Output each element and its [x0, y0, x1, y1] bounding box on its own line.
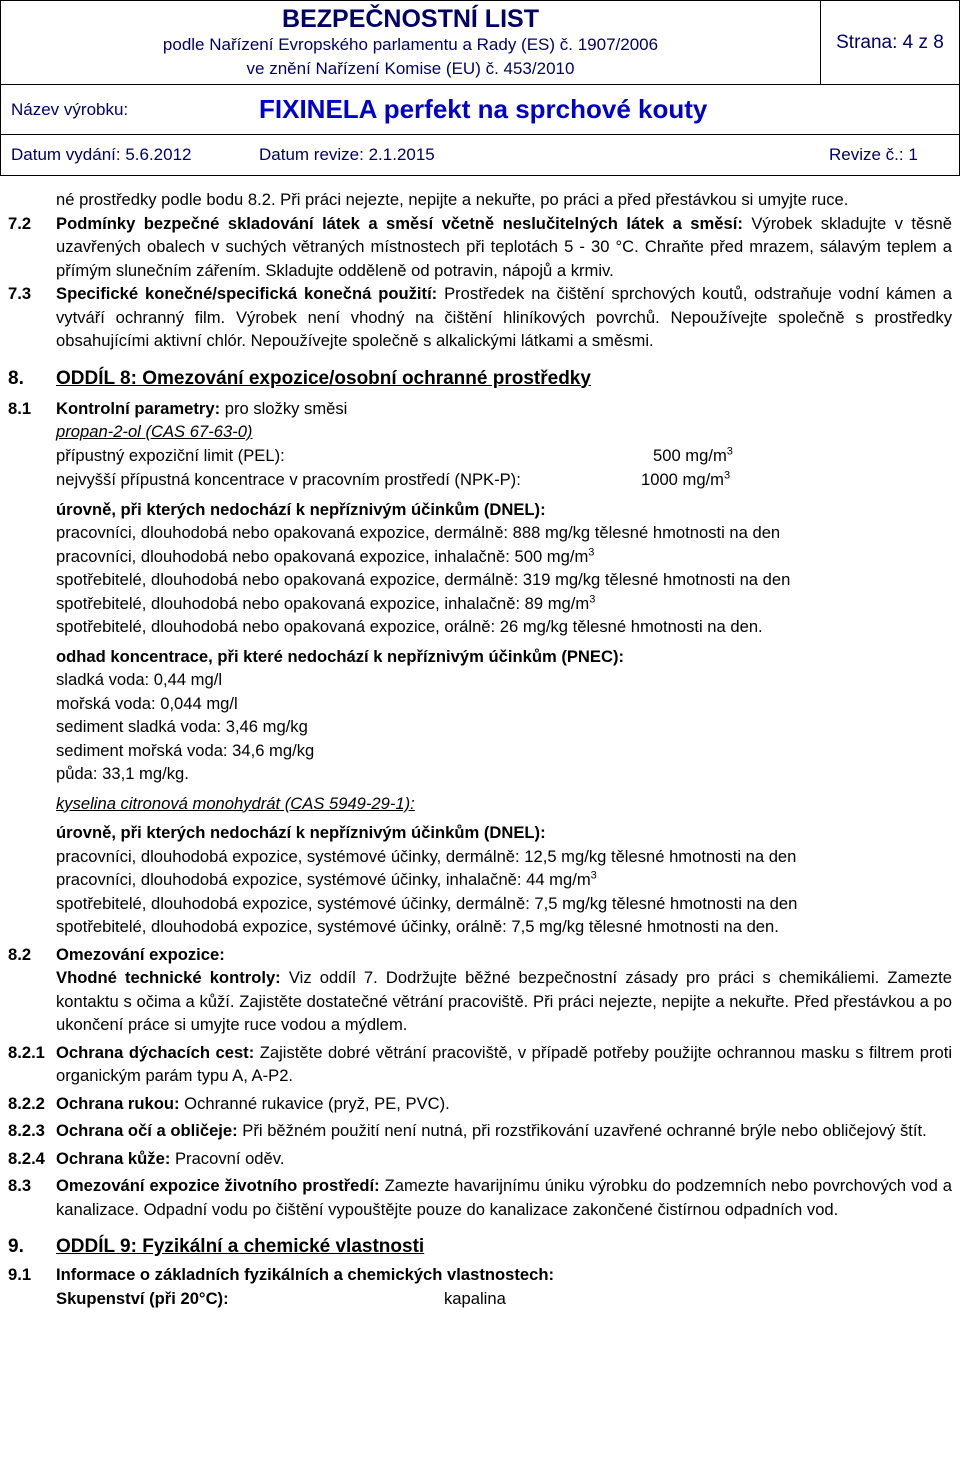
- dnel-line: pracovníci, dlouhodobá nebo opakovaná expozice, inhalačně: 500 $mg/m^3$: [56, 545, 595, 566]
- pel-row: přípustný expoziční limit (PEL): 500 $mg/m^3$: [56, 444, 733, 465]
- pnec-line: sediment mořská voda: 34,6 mg/kg: [56, 740, 315, 760]
- dnel-line: spotřebitelé, dlouhodobá nebo opakovaná expozice, inhalačně: 89 $mg/m^3$: [56, 592, 596, 613]
- document-title: BEZPEČNOSTNÍ LIST: [282, 5, 539, 33]
- dnel-line: spotřebitelé, dlouhodobá expozice, systémové účinky, dermálně: 7,5 mg/kg tělesné hmotnosti na den: [56, 893, 798, 913]
- pnec-line: půda: 33,1 mg/kg.: [56, 764, 189, 783]
- header-title-cell: [1, 1, 821, 84]
- section-heading: Podmínky bezpečné skladování látek a směsí včetně neslučitelných látek a směsí:: [56, 213, 743, 233]
- section-8-3: 8.3 Omezování expozice životního prostředí: Zamezte havarijnímu úniku výrobku do podzemních nebo povrchových vod a kanalizace. Odpadní vodu po čištění vypouštějte pouze do kanalizace zakončené čistírnou odpadních vod.: [8, 1174, 952, 1221]
- section-7-3: [8, 282, 952, 353]
- pnec-line: sladká voda: 0,44 mg/l: [56, 670, 223, 689]
- section-8-1: 8.1 Kontrolní parametry: pro složky směsi: [8, 397, 952, 421]
- dnel-line: spotřebitelé, dlouhodobá nebo opakovaná expozice, orálně: 26 mg/kg tělesné hmotnosti na den.: [56, 617, 763, 636]
- header-table: [0, 0, 960, 176]
- state-label: Skupenství (při 20°C):: [56, 1288, 229, 1308]
- section-8-heading: 8. ODDÍL 8: Omezování expozice/osobní ochranné prostředky: [8, 367, 591, 389]
- section-number: 8.2.2: [8, 1093, 45, 1113]
- section-8-2-3: 8.2.3 Ochrana očí a obličeje: Při běžném použití není nutná, při rozstřikování uzavřené ochranné brýle nebo obličejový štít.: [8, 1119, 952, 1143]
- section-number: 9.1: [8, 1265, 32, 1284]
- document-body: [8, 188, 952, 1310]
- dnel-line: pracovníci, dlouhodobá expozice, systémové účinky, dermálně: 12,5 mg/kg tělesné hmotnosti na den: [56, 846, 797, 866]
- section-number: 8.2.4: [8, 1148, 45, 1168]
- issue-date: Datum vydání: 5.6.2012: [11, 145, 192, 164]
- state-value: kapalina: [444, 1288, 506, 1308]
- substance-name: kyselina citronová monohydrát (CAS 5949-29-1):: [56, 793, 415, 813]
- section-heading: Omezování expozice:: [56, 944, 225, 964]
- pnec-line: sediment sladká voda: 3,46 mg/kg: [56, 717, 308, 736]
- section-text: Prostředek na čištění sprchových koutů, odstraňuje vodní kámen a vytváří ochranný film. Výrobek není vhodný na čištění hliníkových povrchů. Nepoužívejte společně s prostředky obsahujícími aktivní chlór. Nepoužívejte společně s alkalickými látkami a směsmi.: [56, 284, 952, 350]
- revision-number: Revize č.: 1: [829, 145, 918, 164]
- section-number: 7.3: [8, 284, 32, 303]
- section-8-2-2: 8.2.2 Ochrana rukou: Ochranné rukavice (pryž, PE, PVC).: [8, 1092, 952, 1116]
- section-9-1: 9.1 Informace o základních fyzikálních a chemických vlastnostech: Skupenství (při 20°C): kapalina: [8, 1263, 952, 1310]
- section-number: 8.2: [8, 944, 32, 964]
- dnel-line: pracovníci, dlouhodobá nebo opakovaná expozice, dermálně: 888 mg/kg tělesné hmotnosti na den: [56, 523, 781, 542]
- section-number: 7.2: [8, 213, 32, 233]
- section-8-2: 8.2 Omezování expozice: Vhodné technické kontroly: Viz oddíl 7. Dodržujte běžné bezpečnostní zásady pro práci s chemikáliemi. Zamezte kontaktu s očima a kůží. Zajistěte dostatečné větrání pracoviště. Při práci nejezte, nepijte a nekuřte. Před přestávkou a po ukončení práce si umyjte ruce vodou a mýdlem.: [8, 943, 952, 1037]
- pnec-line: mořská voda: 0,044 mg/l: [56, 693, 238, 713]
- section-7-2: [8, 212, 952, 283]
- dnel-heading: úrovně, při kterých nedochází k nepříznivým účinkům (DNEL):: [56, 499, 546, 519]
- dnel-line: pracovníci, dlouhodobá expozice, systémové účinky, inhalačně: 44 $mg/m^3$: [56, 869, 597, 889]
- dnel-line: spotřebitelé, dlouhodobá nebo opakovaná expozice, dermálně: 319 mg/kg tělesné hmotnosti na den: [56, 570, 791, 589]
- section-8-2-4: 8.2.4 Ochrana kůže: Pracovní oděv.: [8, 1147, 952, 1171]
- section-9-heading: 9. ODDÍL 9: Fyzikální a chemické vlastnosti: [8, 1236, 425, 1257]
- section-number: 8.2.1: [8, 1042, 45, 1062]
- section-8-2-1: 8.2.1 Ochrana dýchacích cest: Zajistěte dobré větrání pracoviště, v případě potřeby použijte ochrannou masku s filtrem proti organickým parám typu A, A-P2.: [8, 1041, 952, 1088]
- section-number: 8.2.3: [8, 1121, 45, 1140]
- product-label: Název výrobku:: [11, 99, 129, 119]
- regulation-line-2: ve znění Nařízení Komise (EU) č. 453/2010: [246, 59, 575, 78]
- revision-date: Datum revize: 2.1.2015: [259, 145, 435, 164]
- npk-row: nejvyšší přípustná koncentrace v pracovním prostředí (NPK-P): 1000 $mg/m^3$: [56, 468, 731, 489]
- dnel-heading: úrovně, při kterých nedochází k nepříznivým účinkům (DNEL):: [56, 823, 546, 842]
- dnel-line: spotřebitelé, dlouhodobá expozice, systémové účinky, orálně: 7,5 mg/kg tělesné hmotnosti na den.: [56, 917, 779, 936]
- section-number: 8.3: [8, 1176, 32, 1195]
- section-text: Výrobek skladujte v těsně uzavřených obalech v suchých větraných místnostech při teplotách 5 - 30 °C. Chraňte před mrazem, sálavým teplem a přímým slunečním zářením. Skladujte odděleně od potravin, nápojů a krmiv.: [56, 213, 952, 280]
- regulation-line-1: podle Nařízení Evropského parlamentu a Rady (ES) č. 1907/2006: [162, 35, 659, 54]
- section-heading: Kontrolní parametry:: [56, 398, 221, 418]
- section-number: 8.1: [8, 398, 32, 418]
- pnec-heading: odhad koncentrace, při které nedochází k nepříznivým účinkům (PNEC):: [56, 646, 625, 666]
- continued-text: né prostředky podle bodu 8.2. Při práci nejezte, nepijte a nekuřte, po práci a před přestávkou si umyjte ruce.: [56, 190, 849, 209]
- section-heading: Specifické konečné/specifická konečná použití:: [56, 284, 438, 303]
- page-number: Strana: 4 z 8: [836, 31, 944, 53]
- product-name: FIXINELA perfekt na sprchové kouty: [259, 94, 708, 124]
- substance-name: propan-2-ol (CAS 67-63-0): [56, 422, 253, 441]
